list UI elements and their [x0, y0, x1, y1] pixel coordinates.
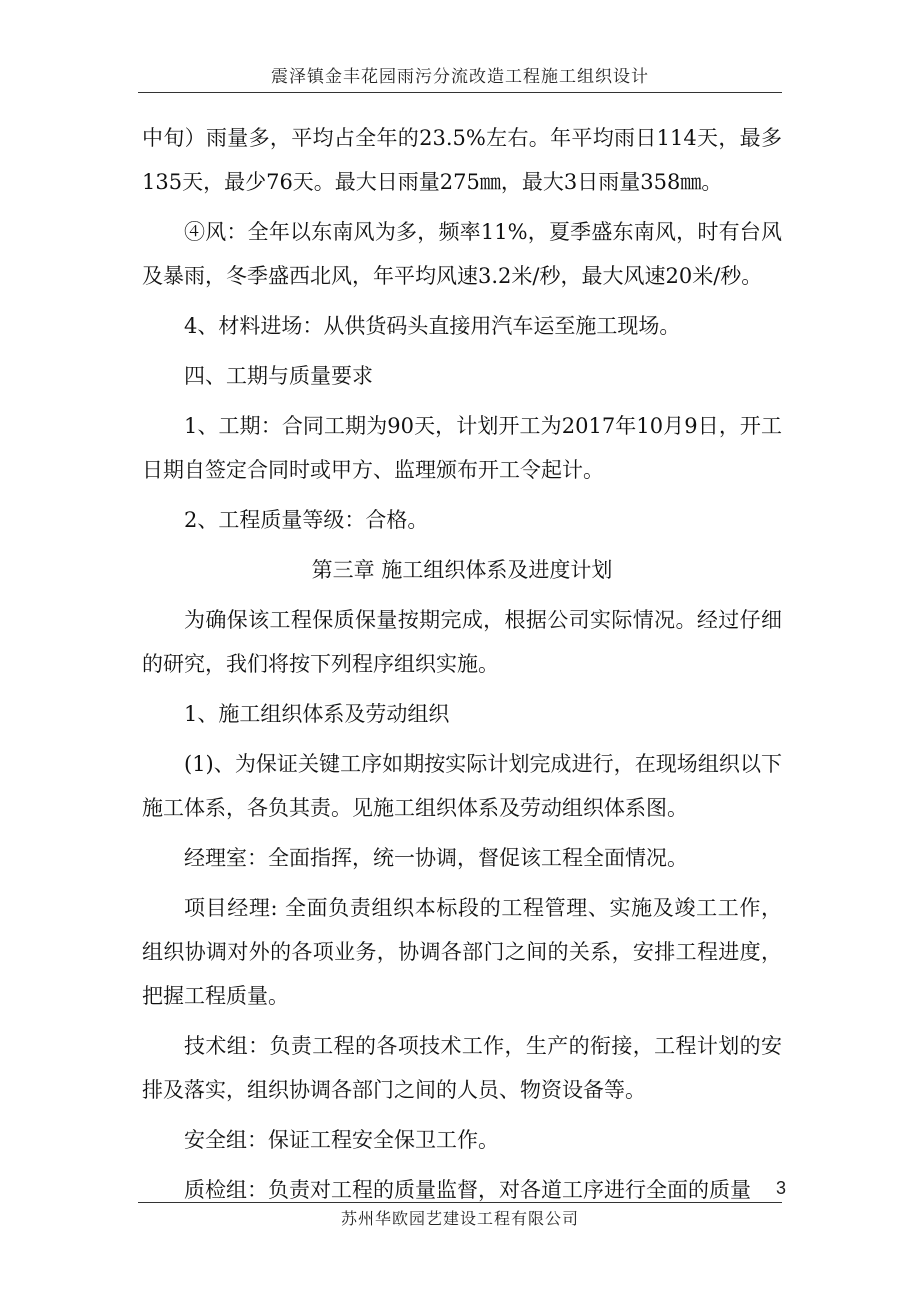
paragraph: 安全组：保证工程安全保卫工作。	[184, 1128, 499, 1152]
paragraph: 1、工期：合同工期为90天，计划开工为2017年10月9日，开工日期自签定合同时或甲方、监理颁布开工令起计。	[142, 414, 782, 482]
document-body	[142, 116, 782, 1218]
paragraph: 项目经理: 全面负责组织本标段的工程管理、实施及竣工工作，组织协调对外的各项业务，协调各部门之间的关系，安排工程进度，把握工程质量。	[142, 896, 782, 1008]
paragraph: 中旬）雨量多，平均占全年的23.5%左右。年平均雨日114天，最多135天，最少76天。最大日雨量275㎜，最大3日雨量358㎜。	[142, 126, 782, 194]
paragraph: 2、工程质量等级：合格。	[184, 508, 429, 532]
page-footer: 苏州华欧园艺建设工程有限公司	[340, 1209, 579, 1228]
paragraph: 质检组：负责对工程的质量监督，对各道工序进行全面的质量	[184, 1178, 751, 1202]
header-divider	[138, 92, 782, 93]
subsection-heading: 1、施工组织体系及劳动组织	[184, 702, 450, 726]
chapter-heading: 第三章 施工组织体系及进度计划	[311, 558, 613, 582]
page-header: 震泽镇金丰花园雨污分流改造工程施工组织设计	[271, 67, 649, 87]
paragraph: ④风：全年以东南风为多，频率11%，夏季盛东南风，时有台风及暴雨，冬季盛西北风，年平均风速3.2米/秒，最大风速20米/秒。	[142, 220, 782, 288]
footer-divider	[138, 1202, 782, 1203]
paragraph: (1)、为保证关键工序如期按实际计划完成进行，在现场组织以下施工体系，各负其责。见施工组织体系及劳动组织体系图。	[142, 752, 782, 820]
paragraph: 4、材料进场：从供货码头直接用汽车运至施工现场。	[184, 314, 681, 338]
section-heading: 四、工期与质量要求	[184, 364, 373, 388]
page-number: 3	[776, 1178, 787, 1198]
paragraph: 为确保该工程保质保量按期完成，根据公司实际情况。经过仔细的研究，我们将按下列程序组织实施。	[142, 608, 782, 676]
paragraph: 经理室：全面指挥，统一协调，督促该工程全面情况。	[184, 846, 688, 870]
paragraph: 技术组：负责工程的各项技术工作，生产的衔接，工程计划的安排及落实，组织协调各部门之间的人员、物资设备等。	[142, 1034, 782, 1102]
